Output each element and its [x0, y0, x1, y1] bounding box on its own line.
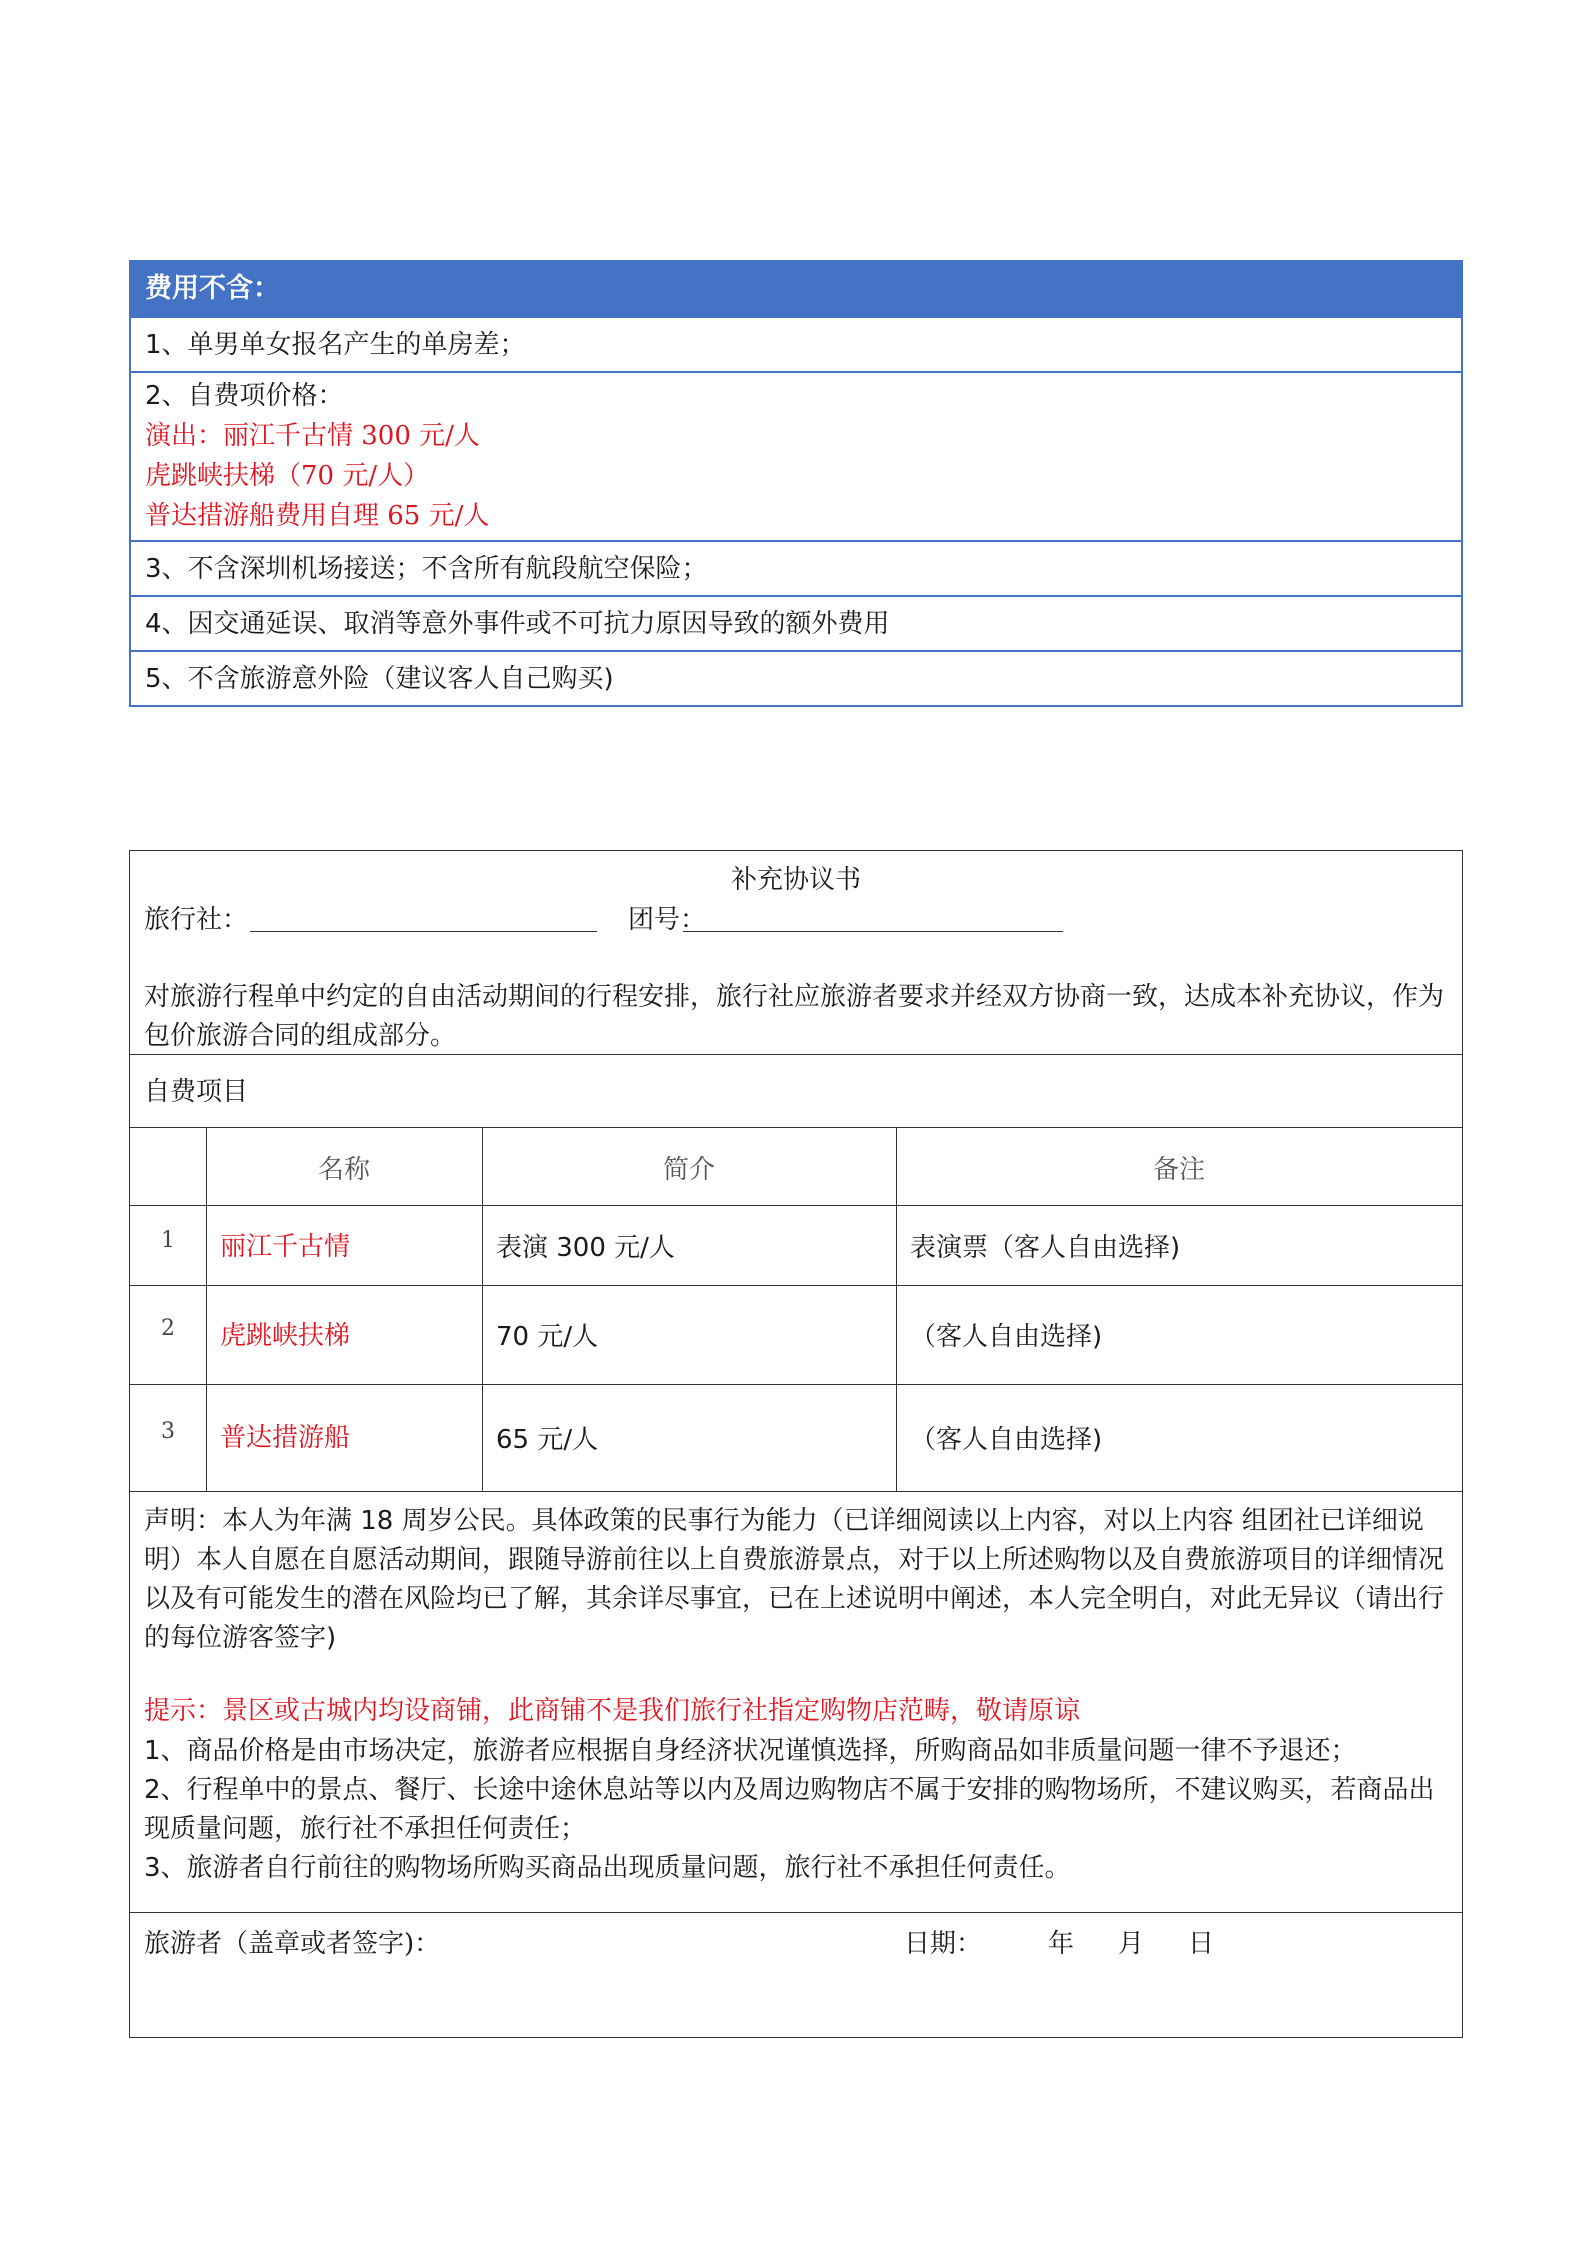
item-desc: 65 元/人 — [496, 1425, 599, 1455]
supplementary-agreement — [129, 850, 1463, 2038]
optional-price-escalator: 虎跳峡扶梯（70 元/人） — [145, 461, 430, 491]
shopping-note-3: 3、旅游者自行前往的购物场所购买商品出现质量问题，旅行社不承担任何责任。 — [144, 1853, 1071, 1883]
item-name: 虎跳峡扶梯 — [220, 1321, 351, 1351]
optional-price-boat: 普达措游船费用自理 65 元/人 — [145, 501, 490, 531]
column-header-name: 名称 — [317, 1155, 370, 1185]
optional-price-show: 演出：丽江千古情 300 元/人 — [145, 421, 480, 451]
item-name: 普达措游船 — [220, 1423, 351, 1453]
fee-exclusion-header: 费用不含： — [131, 262, 1461, 316]
item-note: （客人自由选择) — [910, 1322, 1103, 1352]
group-input-line[interactable] — [683, 931, 1063, 932]
agency-label: 旅行社： — [144, 905, 249, 935]
item-desc: 70 元/人 — [496, 1322, 599, 1352]
date-year: 年 — [1048, 1929, 1075, 1959]
row-number: 2 — [161, 1316, 175, 1341]
shopping-note-1: 1、商品价格是由市场决定，旅游者应根据自身经济状况谨慎选择，所购商品如非质量问题一律不予退还； — [144, 1736, 1357, 1766]
fee-exclusion-item-4: 4、因交通延误、取消等意外事件或不可抗力原因导致的额外费用 — [131, 595, 1461, 650]
fee-exclusion-table — [129, 260, 1463, 707]
group-label: 团号： — [628, 905, 707, 935]
item-note: （客人自由选择) — [910, 1425, 1103, 1455]
column-header-desc: 简介 — [662, 1155, 715, 1185]
item-note: 表演票（客人自由选择) — [910, 1233, 1181, 1263]
optional-items-table — [130, 1127, 1462, 1491]
declaration-text: 声明：本人为年满 18 周岁公民。具体政策的民事行为能力（已详细阅读以上内容，对以上内容 组团社已详细说明）本人自愿在自愿活动期间，跟随导游前往以上自费旅游景点，对于以上所述购物以及自费旅游项目的详细情况以及有可能发生的潜在风险均已了解，其余详尽事宜，已在上述说明中阐述，本人完全明白，对此无异议（请出行的每位游客签字) — [144, 1506, 1445, 1653]
signature-label: 旅游者（盖章或者签字)： — [144, 1929, 441, 1959]
row-number: 1 — [161, 1228, 175, 1253]
column-header-note: 备注 — [1152, 1155, 1205, 1185]
date-day: 日 — [1188, 1929, 1215, 1959]
shopping-tip: 提示：景区或古城内均设商铺，此商铺不是我们旅行社指定购物店范畴，敬请原谅 — [144, 1696, 1081, 1726]
date-label: 日期： — [904, 1929, 983, 1959]
fee-exclusion-item-1: 1、单男单女报名产生的单房差； — [131, 316, 1461, 371]
fee-exclusion-item-3: 3、不含深圳机场接送；不含所有航段航空保险； — [131, 540, 1461, 595]
date-month: 月 — [1118, 1929, 1145, 1959]
agreement-title: 补充协议书 — [730, 865, 861, 895]
row-number: 3 — [161, 1419, 175, 1444]
optional-items-heading: 自费项目 — [144, 1077, 249, 1107]
item-name: 丽江千古情 — [220, 1232, 351, 1262]
item-desc: 表演 300 元/人 — [496, 1233, 675, 1263]
agreement-header-section — [130, 851, 1462, 1055]
agency-input-line[interactable] — [250, 931, 597, 932]
fee-exclusion-item-5: 5、不含旅游意外险（建议客人自己购买) — [131, 650, 1461, 705]
shopping-note-2: 2、行程单中的景点、餐厅、长途中途休息站等以内及周边购物店不属于安排的购物场所，不建议购买，若商品出现质量问题，旅行社不承担任何责任； — [144, 1775, 1435, 1844]
fee-exclusion-item-2 — [131, 371, 1461, 540]
fee-exclusion-item-2-title: 2、自费项价格： — [145, 381, 344, 411]
declaration-section — [130, 1491, 1462, 1913]
agreement-intro: 对旅游行程单中约定的自由活动期间的行程安排，旅行社应旅游者要求并经双方协商一致，达成本补充协议，作为包价旅游合同的组成部分。 — [144, 982, 1445, 1051]
